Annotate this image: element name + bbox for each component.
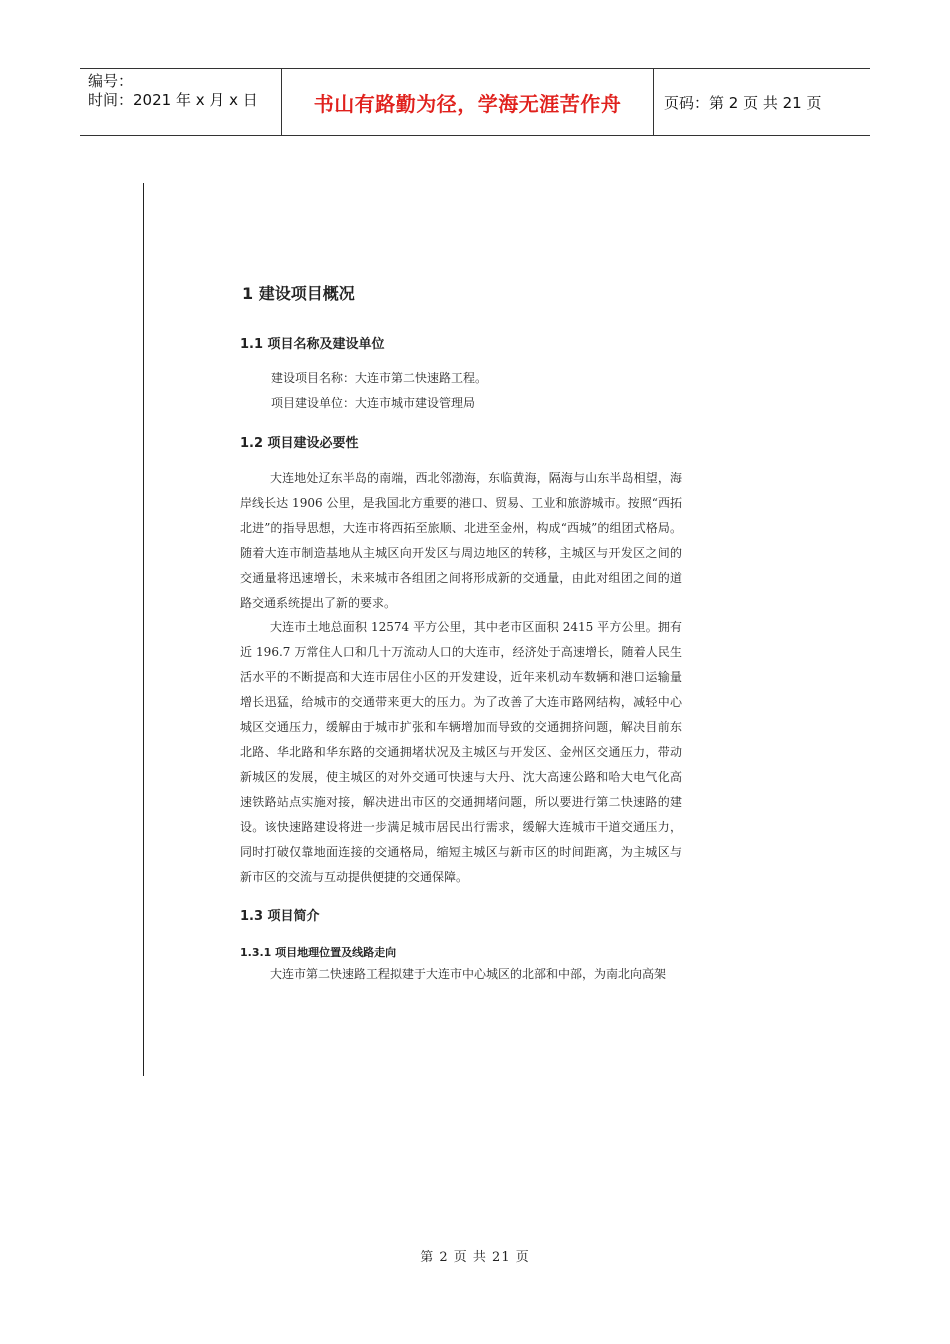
- section-1-1-title: 1.1 项目名称及建设单位: [240, 337, 385, 352]
- time-label: 时间：2021 年 x 月 x 日: [88, 91, 258, 109]
- page-margin-line: [143, 183, 144, 1076]
- page-header: [80, 68, 870, 136]
- header-page-info: 页码：第 2 页 共 21 页: [664, 93, 822, 112]
- paragraph-necessity-2: 大连市土地总面积 12574 平方公里，其中老市区面积 2415 平方公里。拥有近 196.7 万常住人口和几十万流动人口的大连市，经济处于高速增长，随着人民生活水平的不断提高和大连市居住小区的开发建设，近年来机动车数辆和港口运输量增长迅猛，给城市的交通带来更大的压力。为了改善了大连市路网结构，减轻中心城区交通压力，缓解由于城市扩张和车辆增加而导致的交通拥挤问题，解决目前东北路、华北路和华东路的交通拥堵状况及主城区与开发区、金州区交通压力，带动新城区的发展，使主城区的对外交通可快速与大丹、沈大高速公路和哈大电气化高速铁路站点实施对接，解决进出市区的交通拥堵问题，所以要进行第二快速路的建设。该快速路建设将进一步满足城市居民出行需求，缓解大连城市干道交通压力，同时打破仅靠地面连接的交通格局，缩短主城区与新市区的时间距离，为主城区与新市区的交流与互动提供便捷的交通保障。: [240, 620, 682, 884]
- project-name-line: 建设项目名称：大连市第二快速路工程。: [271, 371, 488, 385]
- project-unit-line: 项目建设单位：大连市城市建设管理局: [271, 396, 476, 410]
- paragraph-location: 大连市第二快速路工程拟建于大连市中心城区的北部和中部，为南北向高架: [270, 967, 667, 981]
- section-1-3-title: 1.3 项目简介: [240, 909, 320, 924]
- section-1-title: 1 建设项目概况: [242, 284, 355, 303]
- header-meta-cell: [80, 69, 282, 135]
- section-1-3-1-title: 1.3.1 项目地理位置及线路走向: [240, 946, 397, 959]
- section-1-2-title: 1.2 项目建设必要性: [240, 436, 359, 451]
- number-label: 编号：: [88, 72, 134, 90]
- paragraph-necessity-1: 大连地处辽东半岛的南端，西北邻渤海，东临黄海，隔海与山东半岛相望，海岸线长达 1906 公里，是我国北方重要的港口、贸易、工业和旅游城市。按照“西拓北进”的指导思想，大连市将西拓至旅顺、北进至金州，构成“西城”的组团式格局。随着大连市制造基地从主城区向开发区与周边地区的转移，主城区与开发区之间的交通量将迅速增长，未来城市各组团之间将形成新的交通量，由此对组团之间的道路交通系统提出了新的要求。: [240, 471, 682, 610]
- page-footer: 第 2 页 共 21 页: [420, 1250, 530, 1265]
- header-motto: 书山有路勤为径，学海无涯苦作舟: [282, 69, 654, 135]
